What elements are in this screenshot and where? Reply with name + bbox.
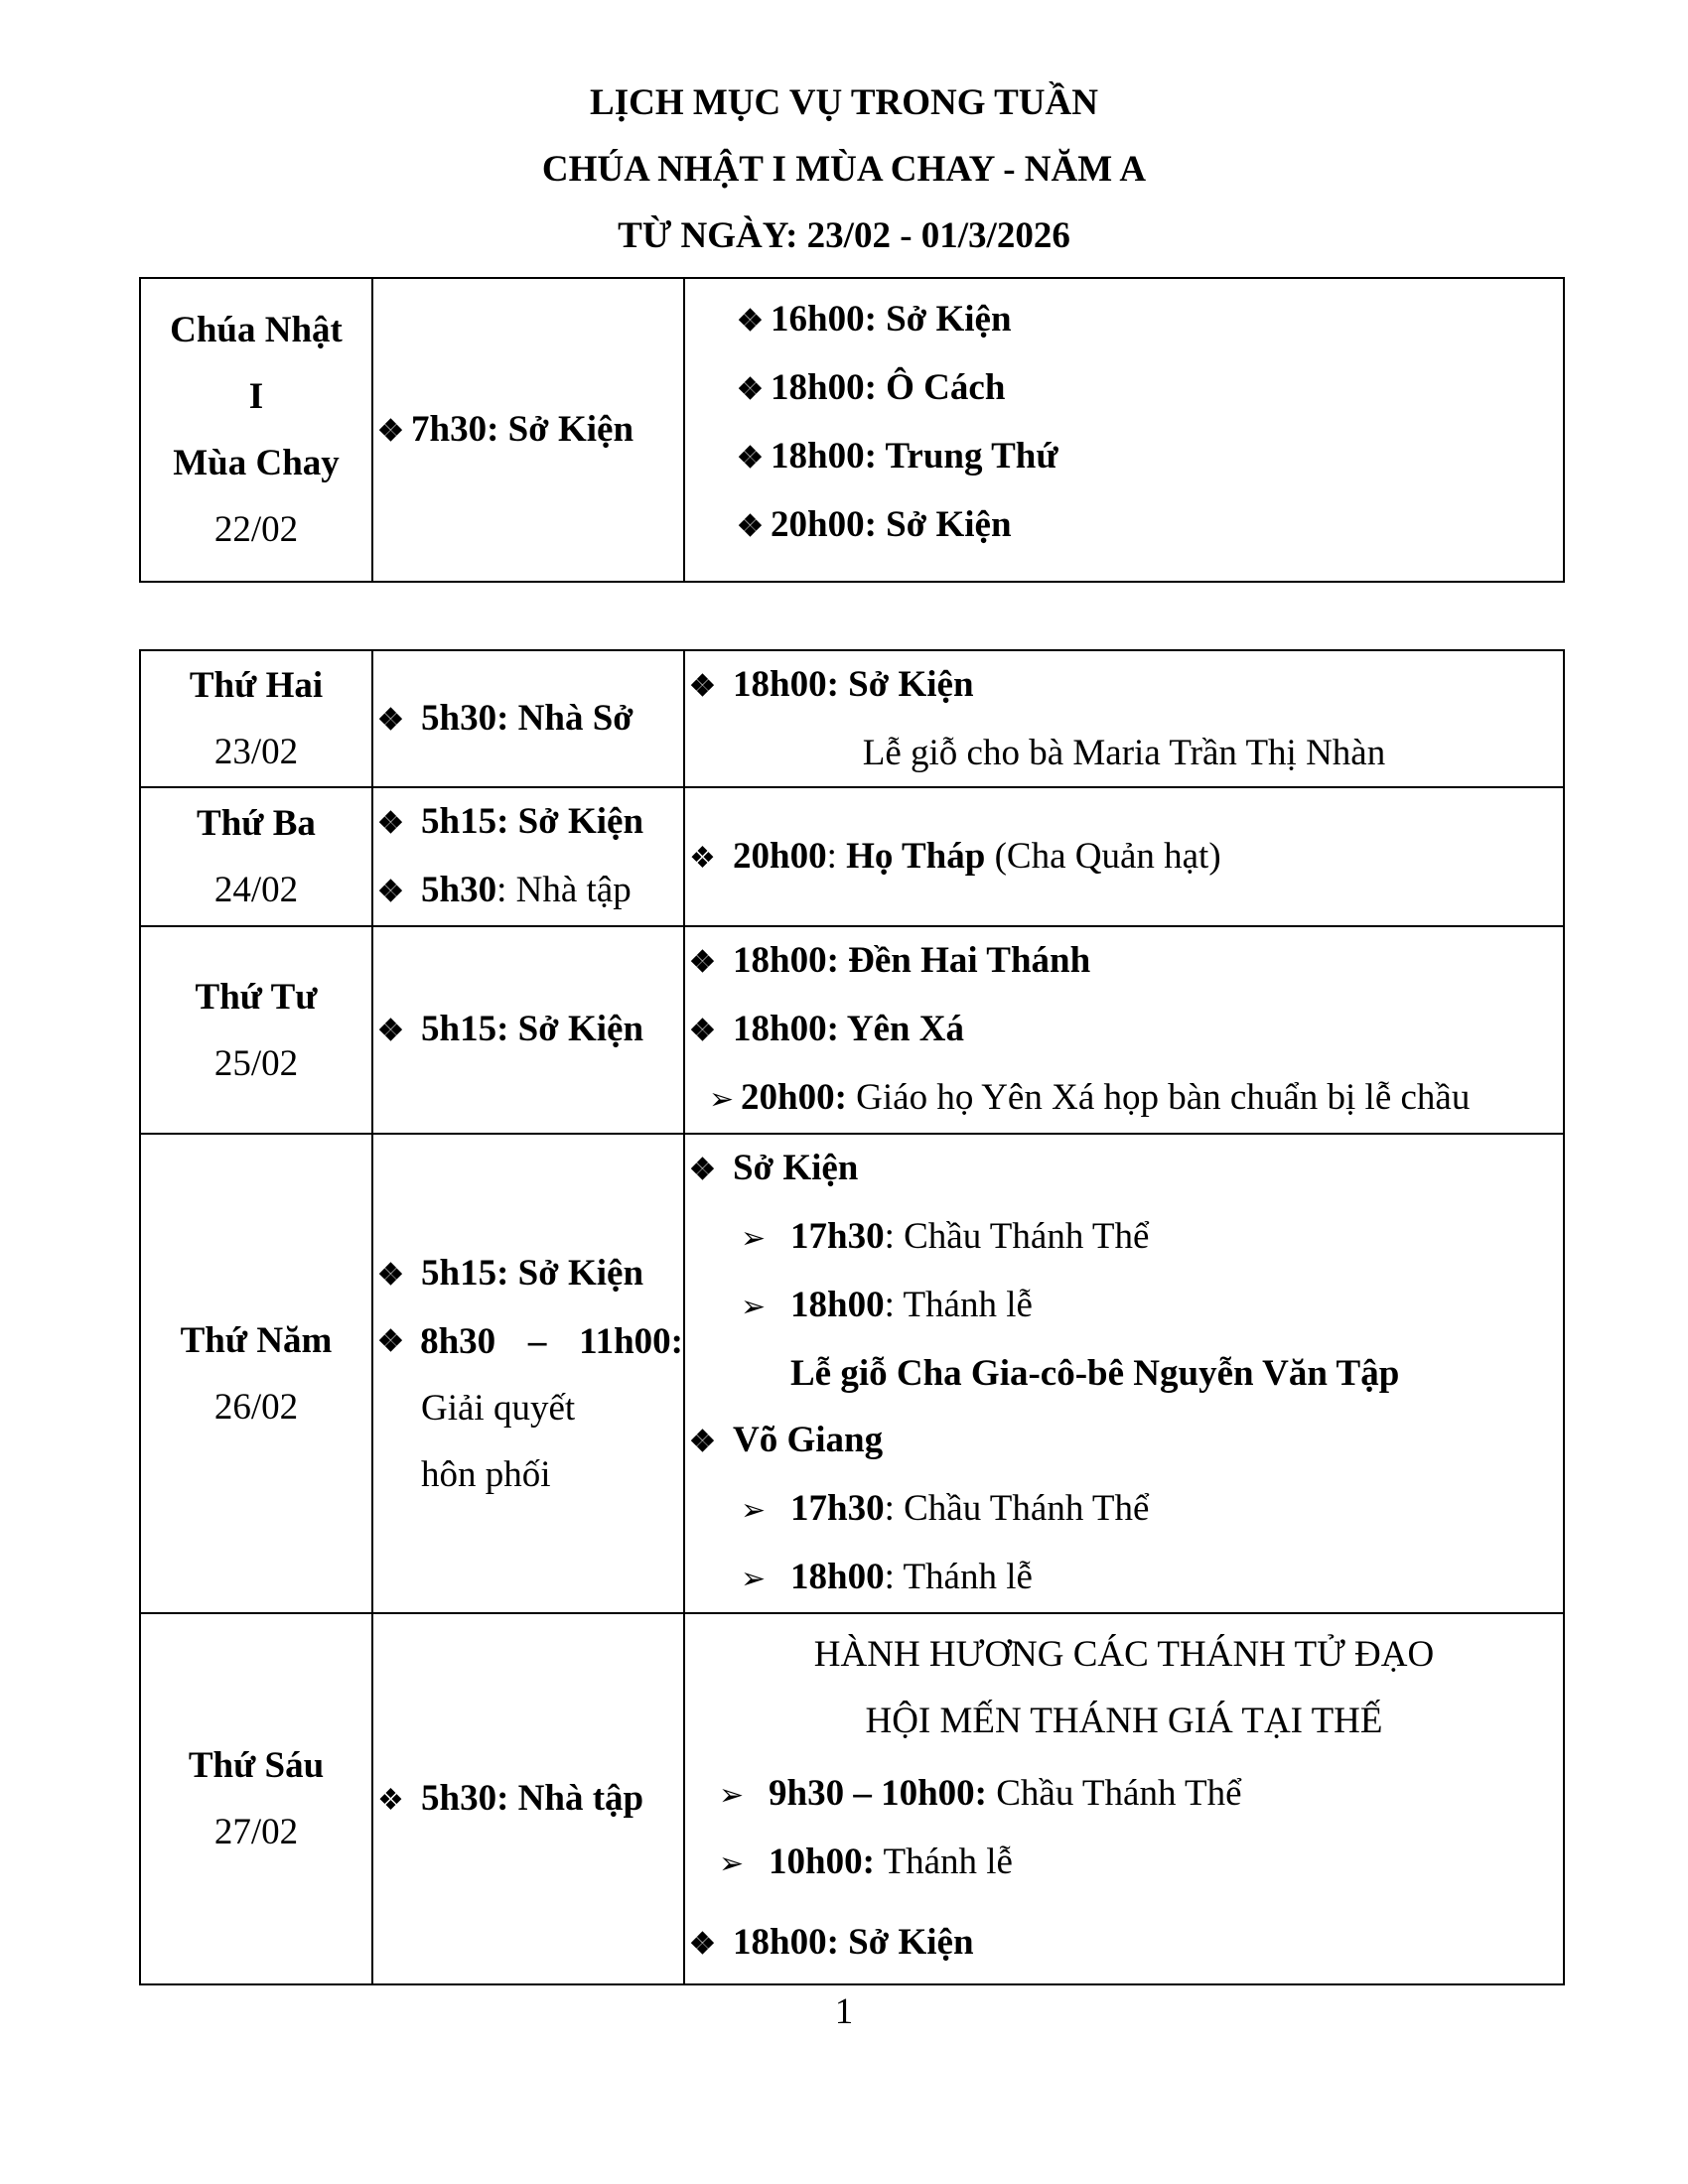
diamond-bullet-icon: ❖ [377,414,404,448]
arrow-bullet-icon: ➢ [709,1083,735,1116]
date-label: 26/02 [213,1386,299,1428]
schedule-entry: ❖ 5h30: Nhà tập [373,1765,683,1834]
schedule-entry: ❖ 7h30: Sở Kiện [373,396,683,465]
day-label: Chúa Nhật [170,310,343,350]
schedule-entry: ❖ 5h30: Nhà tập [373,857,683,925]
schedule-subentry: ➢ 17h30: Chầu Thánh Thể [685,1475,1563,1544]
morning-cell-tuesday [372,787,684,926]
date-label: 27/02 [213,1812,299,1852]
schedule-entry: ❖ 18h00: Đền Hai Thánh [685,927,1563,996]
schedule-entry: ❖ 5h15: Sở Kiện [373,996,683,1064]
diamond-bullet-icon: ❖ [689,1927,716,1961]
schedule-entry: ❖ 18h00: Sở Kiện [685,651,1563,720]
arrow-bullet-icon: ➢ [719,1778,745,1812]
arrow-bullet-icon: ➢ [719,1846,745,1880]
evening-cell-sunday [684,278,1564,582]
schedule-entry: ❖ 16h00: Sở Kiện [685,286,1563,354]
schedule-entry: ❖ 18h00: Ô Cách [685,354,1563,423]
table-row-friday [140,1613,1564,1984]
diamond-bullet-icon: ❖ [689,670,716,703]
evening-cell-wednesday [684,926,1564,1134]
diamond-bullet-icon: ❖ [689,1154,716,1186]
table-row-tuesday [140,787,1564,926]
diamond-bullet-icon: ❖ [689,1015,716,1047]
event-title: HỘI MẾN THÁNH GIÁ TẠI THẾ [865,1700,1383,1741]
schedule-entry: ❖ 5h15: Sở Kiện [373,788,683,857]
diamond-bullet-icon: ❖ [737,442,764,475]
diamond-bullet-icon: ❖ [377,1015,404,1047]
day-cell-tuesday [140,787,372,926]
date-label: 24/02 [213,870,299,910]
evening-cell-thursday [684,1134,1564,1613]
arrow-bullet-icon: ➢ [741,1222,767,1255]
day-label: I [248,376,264,417]
table-row-thursday [140,1134,1564,1613]
day-label: Mùa Chay [173,443,340,483]
day-cell-monday [140,650,372,787]
schedule-entry: ❖ 20h00: Sở Kiện [685,491,1563,560]
sunday-schedule-table [139,277,1565,583]
day-cell-thursday [140,1134,372,1613]
schedule-subentry: ➢ 20h00: Giáo họ Yên Xá họp bàn chuẩn bị lễ chầu [685,1064,1563,1133]
schedule-note: hôn phối [421,1453,551,1495]
schedule-subentry: ➢ 17h30: Chầu Thánh Thể [685,1203,1563,1272]
diamond-bullet-icon: ❖ [377,807,404,840]
schedule-note: Lễ giỗ cho bà Maria Trần Thị Nhàn [862,733,1386,773]
arrow-bullet-icon: ➢ [741,1494,767,1527]
schedule-entry: ❖ 5h15: Sở Kiện [373,1240,683,1308]
diamond-bullet-icon: ❖ [737,510,764,543]
day-label: Thứ Ba [197,803,316,844]
schedule-subentry: ➢ 18h00: Thánh lễ [685,1272,1563,1340]
schedule-note: Lễ giỗ Cha Gia-cô-bê Nguyễn Văn Tập [790,1353,1400,1394]
schedule-entry: ❖ 18h00: Trung Thứ [685,423,1563,491]
page-number: 1 [834,1991,854,2032]
schedule-entry: ❖ Võ Giang [685,1407,1563,1475]
day-label: Thứ Hai [189,665,324,706]
diamond-bullet-icon: ❖ [377,876,404,908]
diamond-bullet-icon: ❖ [737,373,764,406]
diamond-bullet-icon: ❖ [377,1258,404,1292]
morning-cell-monday [372,650,684,787]
schedule-entry: ❖ 18h00: Sở Kiện [685,1909,1563,1978]
evening-cell-tuesday [684,787,1564,926]
diamond-bullet-icon: ❖ [737,305,764,338]
arrow-bullet-icon: ➢ [741,1291,767,1323]
schedule-note: Giải quyết [421,1387,576,1429]
diamond-bullet-icon: ❖ [689,841,716,875]
table-row-wednesday [140,926,1564,1134]
title-line-3: TỪ NGÀY: 23/02 - 01/3/2026 [618,215,1070,256]
title-line-2: CHÚA NHẬT I MÙA CHAY - NĂM A [541,149,1147,190]
schedule-subentry: ➢ 10h00: Thánh lễ [685,1829,1563,1897]
document-header [0,69,1688,269]
schedule-entry: ❖ 5h30: Nhà Sở [373,685,683,753]
date-label: 22/02 [213,509,299,550]
evening-cell-friday [684,1613,1564,1984]
schedule-entry: ❖ 18h00: Yên Xá [685,996,1563,1064]
weekday-schedule-table [139,649,1565,1985]
morning-cell-wednesday [372,926,684,1134]
morning-cell-thursday [372,1134,684,1613]
day-cell-wednesday [140,926,372,1134]
morning-cell-sunday [372,278,684,582]
schedule-subentry: ➢ 18h00: Thánh lễ [685,1544,1563,1612]
date-label: 23/02 [213,732,299,772]
arrow-bullet-icon: ➢ [741,1563,767,1595]
day-label: Thứ Tư [195,976,318,1018]
table-row-sunday [140,278,1564,582]
date-label: 25/02 [213,1042,299,1084]
day-cell-sunday [140,278,372,582]
evening-cell-monday [684,650,1564,787]
schedule-entry: ❖ 8h30 – 11h00: [373,1308,683,1375]
table-row-monday [140,650,1564,787]
schedule-entry: ❖ Sở Kiện [685,1135,1563,1203]
diamond-bullet-icon: ❖ [377,1783,404,1817]
diamond-bullet-icon: ❖ [689,1426,716,1458]
schedule-entry: ❖ 20h00: Họ Tháp (Cha Quản hạt) [685,823,1563,891]
diamond-bullet-icon: ❖ [689,946,716,979]
diamond-bullet-icon: ❖ [377,703,404,737]
event-title: HÀNH HƯƠNG CÁC THÁNH TỬ ĐẠO [813,1633,1435,1675]
diamond-bullet-icon: ❖ [377,1324,404,1358]
day-cell-friday [140,1613,372,1984]
schedule-subentry: ➢ 9h30 – 10h00: Chầu Thánh Thể [685,1760,1563,1829]
day-label: Thứ Sáu [188,1745,325,1786]
morning-cell-friday [372,1613,684,1984]
day-label: Thứ Năm [180,1319,333,1361]
title-line-1: LỊCH MỤC VỤ TRONG TUẦN [590,82,1098,123]
